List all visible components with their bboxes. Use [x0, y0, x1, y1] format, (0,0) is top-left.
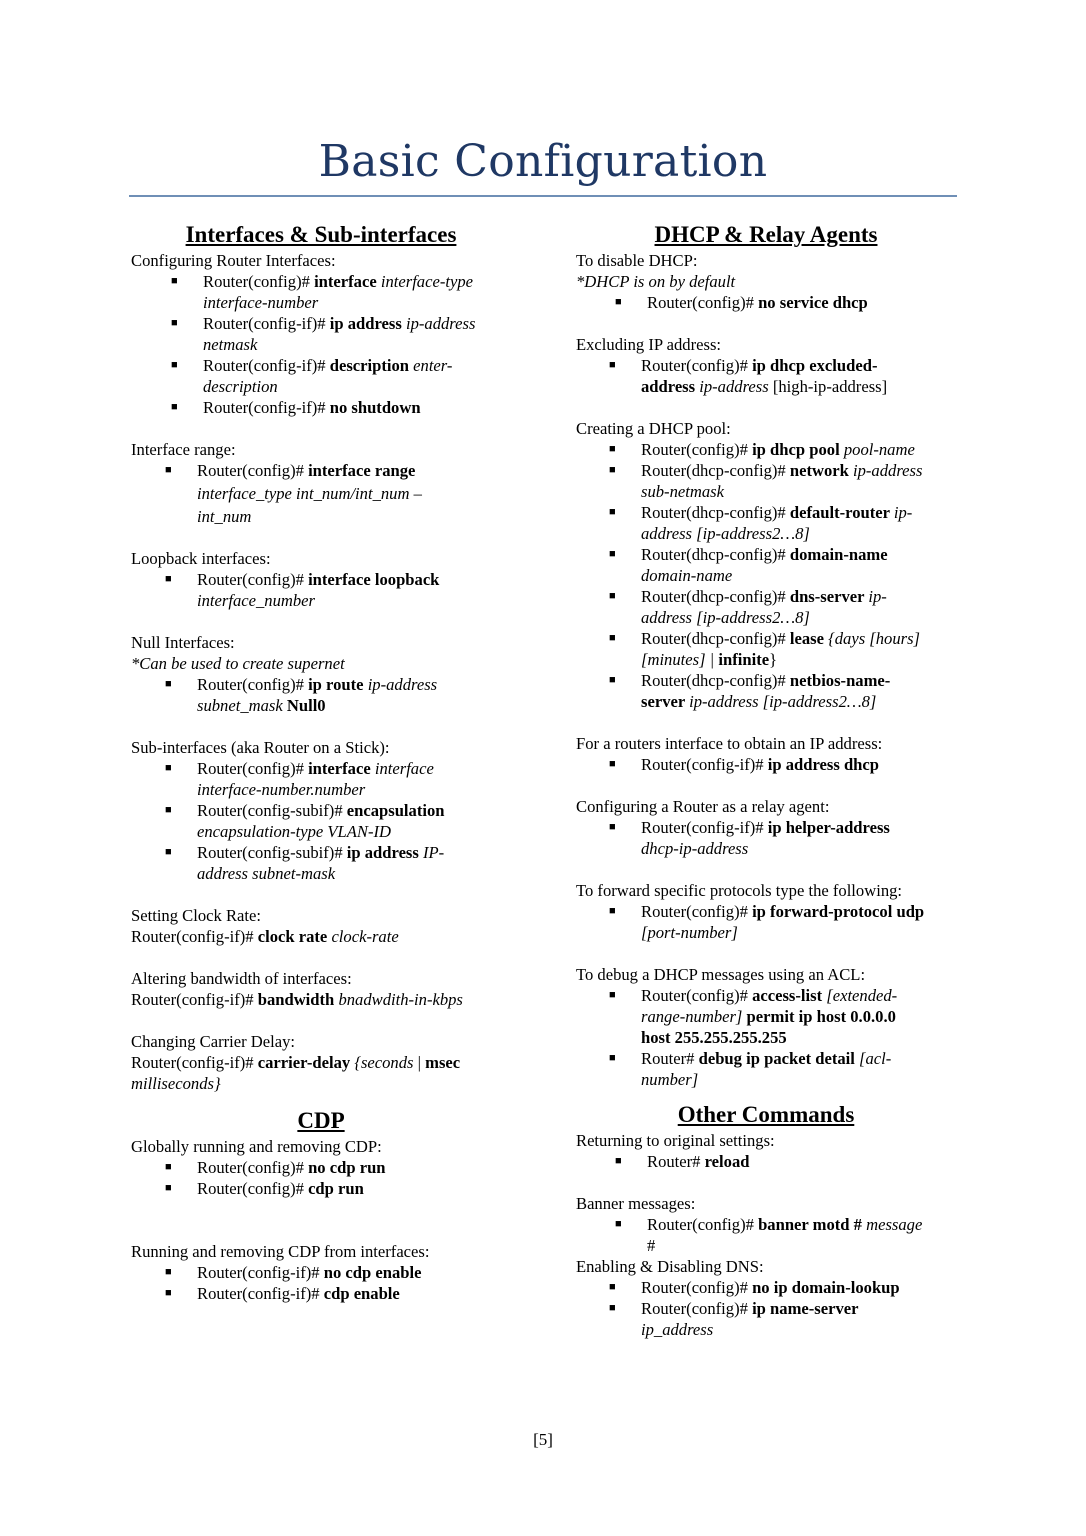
label-interface-range: Interface range:	[131, 440, 236, 459]
carrier-delay-command: Router(config-if)# carrier-delay {seconds | msec milliseconds}	[131, 1053, 461, 1093]
page-number: [5]	[533, 1430, 553, 1449]
interfaces-list	[171, 271, 531, 418]
dhcp-pool-list	[609, 439, 966, 712]
list-item: ■ Router(config)# interface loopback interface_number	[165, 570, 440, 610]
list-item: ■ Router(config)# interface range interface_type int_num/int_num – int_num	[165, 461, 422, 526]
list-item: ■ Router(config)# access-list [extended- range-number] permit ip host 0.0.0.0 host 255.255.255.255	[609, 986, 898, 1047]
forward-list	[609, 901, 966, 943]
label-sub-interfaces: Sub-interfaces (aka Router on a Stick):	[131, 738, 390, 757]
label-banner: Banner messages:	[576, 1194, 696, 1213]
list-item: ■ Router# debug ip packet detail [acl- number]	[609, 1049, 892, 1089]
debug-list	[609, 985, 966, 1090]
clock-rate-command: Router(config-if)# clock rate clock-rate	[131, 927, 399, 946]
note-dhcp-default: *DHCP is on by default	[576, 272, 736, 291]
list-item: ■ Router# reload	[615, 1152, 750, 1171]
list-item: ■ Router(config)# no cdp run	[165, 1158, 386, 1177]
label-relay-agent: Configuring a Router as a relay agent:	[576, 797, 830, 816]
section-heading-interfaces: Interfaces & Sub-interfaces	[185, 222, 457, 247]
bandwidth-command: Router(config-if)# bandwidth bnadwdith-in-kbps	[131, 990, 463, 1009]
disable-dhcp-list	[615, 292, 966, 313]
loopback-list	[165, 569, 531, 611]
note-supernet: *Can be used to create supernet	[131, 654, 345, 673]
label-returning-settings: Returning to original settings:	[576, 1131, 775, 1150]
obtain-ip-list	[609, 754, 966, 775]
label-forward-protocols: To forward specific protocols type the following:	[576, 881, 903, 900]
list-item: ■ Router(config-if)# ip helper-address dhcp-ip-address	[609, 818, 890, 858]
list-item: ■ Router(dhcp-config)# dns-server ip- address [ip-address2…8]	[609, 587, 887, 627]
label-obtain-ip: For a routers interface to obtain an IP address:	[576, 734, 883, 753]
range-list	[165, 460, 531, 527]
list-item: ■ Router(dhcp-config)# netbios-name- server ip-address [ip-address2…8]	[609, 671, 891, 711]
list-item: ■ Router(config-if)# cdp enable	[165, 1284, 400, 1303]
list-item: ■ Router(dhcp-config)# default-router ip- address [ip-address2…8]	[609, 503, 913, 543]
null-list	[165, 674, 531, 716]
label-bandwidth: Altering bandwidth of interfaces:	[131, 969, 352, 988]
left-column	[131, 220, 531, 1304]
label-configuring-interfaces: Configuring Router Interfaces:	[131, 251, 336, 270]
list-item: ■ Router(config)# no ip domain-lookup	[609, 1278, 900, 1297]
list-item: ■ Router(config-if)# no cdp enable	[165, 1263, 422, 1282]
label-excluding-ip: Excluding IP address:	[576, 335, 722, 354]
relay-list	[609, 817, 966, 859]
label-loopback: Loopback interfaces:	[131, 549, 271, 568]
section-heading-dhcp: DHCP & Relay Agents	[654, 222, 878, 247]
list-item: ■ Router(config)# interface interface-type interface-number	[171, 272, 474, 312]
exclude-list	[609, 355, 966, 397]
list-item: ■ Router(dhcp-config)# lease {days [hours] [minutes] | infinite}	[609, 629, 921, 669]
label-carrier-delay: Changing Carrier Delay:	[131, 1032, 296, 1051]
title-divider	[129, 195, 957, 197]
list-item: ■ Router(config)# ip route ip-address subnet_mask Null0	[165, 675, 438, 715]
list-item: ■ Router(config)# no service dhcp	[615, 293, 868, 312]
list-item: ■ Router(config)# ip forward-protocol udp [port-number]	[609, 902, 925, 942]
section-heading-cdp: CDP	[297, 1108, 345, 1133]
section-heading-other: Other Commands	[677, 1102, 855, 1127]
label-null-interfaces: Null Interfaces:	[131, 633, 235, 652]
list-item: ■ Router(config-subif)# encapsulation encapsulation-type VLAN-ID	[165, 801, 445, 841]
sub-interfaces-list	[165, 758, 531, 884]
list-item: ■ Router(config-if)# description enter- description	[171, 356, 453, 396]
list-item: ■ Router(config-subif)# ip address IP- address subnet-mask	[165, 843, 445, 883]
dns-list	[609, 1277, 966, 1340]
banner-list	[615, 1214, 966, 1256]
list-item: ■ Router(dhcp-config)# network ip-address sub-netmask	[609, 461, 923, 501]
list-item: ■ Router(dhcp-config)# domain-name domain-name	[609, 545, 888, 585]
list-item: ■ Router(config)# ip dhcp excluded- address ip-address [high-ip-address]	[609, 356, 888, 396]
list-item: ■ Router(config)# ip name-server ip_address	[609, 1299, 859, 1339]
reload-list	[615, 1151, 966, 1172]
label-cdp-interfaces: Running and removing CDP from interfaces:	[131, 1242, 430, 1261]
label-dns: Enabling & Disabling DNS:	[576, 1257, 764, 1276]
label-clock-rate: Setting Clock Rate:	[131, 906, 261, 925]
cdp-global-list	[165, 1157, 531, 1199]
label-cdp-global: Globally running and removing CDP:	[131, 1137, 382, 1156]
label-debug-dhcp: To debug a DHCP messages using an ACL:	[576, 965, 866, 984]
label-disable-dhcp: To disable DHCP:	[576, 251, 698, 270]
list-item: ■ Router(config)# interface interface interface-number.number	[165, 759, 434, 799]
list-item: ■ Router(config)# banner motd # message #	[615, 1215, 923, 1255]
list-item: ■ Router(config)# ip dhcp pool pool-name	[609, 440, 915, 459]
list-item: ■ Router(config-if)# no shutdown	[171, 398, 421, 417]
right-column	[576, 220, 966, 1340]
list-item: ■ Router(config)# cdp run	[165, 1179, 364, 1198]
list-item: ■ Router(config-if)# ip address ip-address netmask	[171, 314, 476, 354]
page-title: Basic Configuration	[318, 136, 768, 187]
cdp-interface-list	[165, 1262, 531, 1304]
label-dhcp-pool: Creating a DHCP pool:	[576, 419, 731, 438]
list-item: ■ Router(config-if)# ip address dhcp	[609, 755, 880, 774]
